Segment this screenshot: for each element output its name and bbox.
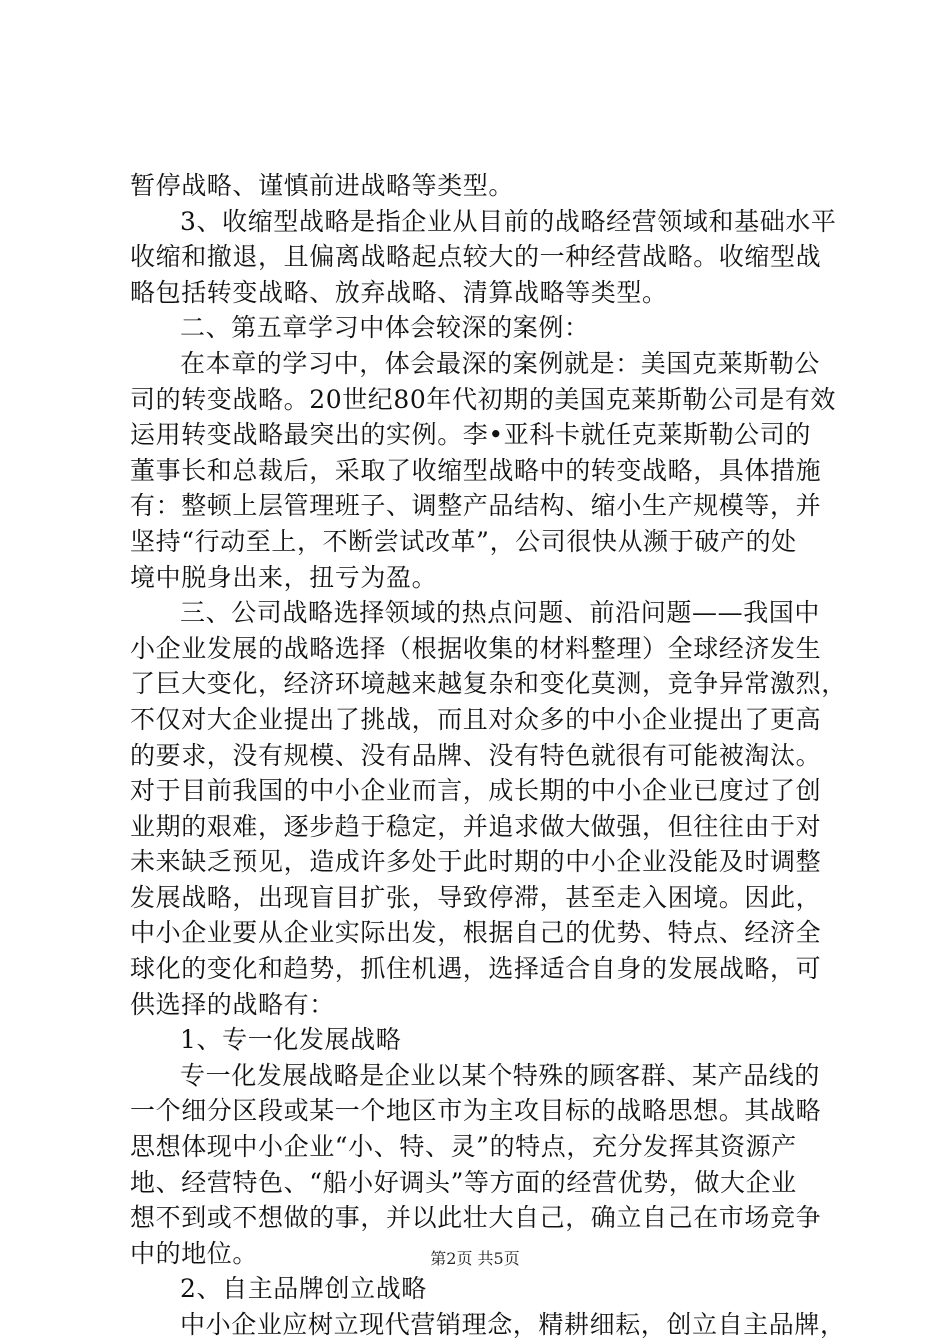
- text-line: 不仅对大企业提出了挑战，而且对众多的中小企业提出了更高: [130, 704, 822, 734]
- text-line: 球化的变化和趋势，抓住机遇，选择适合自身的发展战略，可: [130, 954, 822, 984]
- text-line: 了巨大变化，经济环境越来越复杂和变化莫测，竞争异常激烈，: [130, 669, 847, 699]
- text-line: 发展战略，出现盲目扩张，导致停滞，甚至走入困境。因此，: [130, 882, 822, 912]
- page-footer: [0, 1246, 950, 1269]
- text-line: 收缩和撤退，且偏离战略起点较大的一种经营战略。收缩型战: [130, 242, 822, 272]
- document-body: [130, 168, 847, 1343]
- text-line: 思想体现中小企业“小、特、灵”的特点，充分发挥其资源产: [130, 1132, 797, 1162]
- text-line: 未来缺乏预见，造成许多处于此时期的中小企业没能及时调整: [130, 847, 822, 877]
- text-line: 坚持“行动至上，不断尝试改革”，公司很快从濒于破产的处: [130, 526, 797, 556]
- text-line: 境中脱身出来，扭亏为盈。: [130, 562, 438, 592]
- text-line: 想不到或不想做的事，并以此壮大自己，确立自己在市场竞争: [130, 1203, 822, 1233]
- text-line: 略包括转变战略、放弃战略、清算战略等类型。: [130, 277, 668, 307]
- text-line: 业期的艰难，逐步趋于稳定，并追求做大做强，但往往由于对: [130, 811, 822, 841]
- text-line: 一个细分区段或某一个地区市为主攻目标的战略思想。其战略: [130, 1096, 822, 1126]
- text-line: 中的地位。: [130, 1238, 259, 1268]
- text-line: 在本章的学习中，体会最深的案例就是：美国克莱斯勒公: [180, 348, 821, 378]
- text-line: 专一化发展战略是企业以某个特殊的顾客群、某产品线的: [180, 1060, 821, 1090]
- text-line: 运用转变战略最突出的实例。李•亚科卡就任克莱斯勒公司的: [130, 420, 811, 450]
- text-line: 3、收缩型战略是指企业从目前的战略经营领域和基础水平: [180, 206, 837, 236]
- text-line: 暂停战略、谨慎前进战略等类型。: [130, 171, 515, 200]
- section-heading: 二、第五章学习中体会较深的案例：: [180, 313, 590, 343]
- text-line: 中小企业要从企业实际出发，根据自己的优势、特点、经济全: [130, 918, 822, 948]
- subsection-heading: 1、专一化发展战略: [180, 1025, 402, 1055]
- text-line: 小企业发展的战略选择（根据收集的材料整理）全球经济发生: [130, 633, 822, 663]
- text-line: 董事长和总裁后，采取了收缩型战略中的转变战略，具体措施: [130, 455, 822, 485]
- page-number: 第2页 共5页: [430, 1249, 520, 1268]
- text-line: 地、经营特色、“船小好调头”等方面的经营优势，做大企业: [130, 1167, 797, 1197]
- text-line: 中小企业应树立现代营销理念，精耕细耘，创立自主品牌，: [180, 1310, 846, 1339]
- text-line: 的要求，没有规模、没有品牌、没有特色就很有可能被淘汰。: [130, 740, 822, 770]
- text-line: 有：整顿上层管理班子、调整产品结构、缩小生产规模等，并: [130, 491, 822, 521]
- subsection-heading: 2、自主品牌创立战略: [180, 1274, 427, 1304]
- text-line: 司的转变战略。20世纪80年代初期的美国克莱斯勒公司是有效: [130, 384, 837, 414]
- text-line: 供选择的战略有：: [130, 989, 335, 1019]
- text-line: 对于目前我国的中小企业而言，成长期的中小企业已度过了创: [130, 776, 822, 806]
- section-heading: 三、公司战略选择领域的热点问题、前沿问题——我国中: [180, 598, 821, 628]
